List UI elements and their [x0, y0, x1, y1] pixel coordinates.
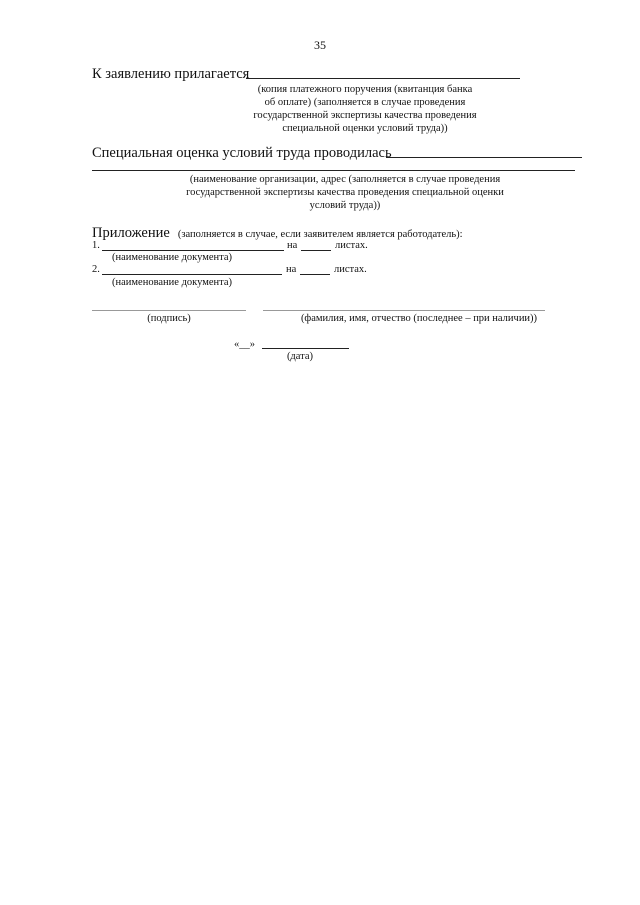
assessment-note-line-3: условий труда)) [309, 200, 381, 211]
appendix-item-1-num: 1. [92, 240, 100, 251]
date-fill-line[interactable] [262, 348, 349, 349]
assessment-fill-line-2[interactable] [92, 170, 575, 171]
attached-note-line-3: государственной экспертизы качества проведения [253, 110, 477, 121]
appendix-item-1-on: на [287, 240, 298, 251]
assessment-note [150, 173, 540, 212]
date-day-field[interactable]: «__» [234, 339, 255, 350]
fullname-caption: (фамилия, имя, отчество (последнее – при наличии)) [300, 313, 538, 324]
appendix-item-2-doc-line[interactable] [102, 274, 282, 275]
fullname-line[interactable] [263, 310, 545, 311]
attached-label: К заявлению прилагается [92, 66, 250, 82]
attached-note-line-1: (копия платежного поручения (квитанция банка [257, 84, 473, 95]
appendix-title: Приложение [92, 225, 170, 241]
attached-note-line-4: специальной оценки условий труда)) [282, 123, 448, 134]
assessment-note-line-2: государственной экспертизы качества проведения специальной оценки [186, 187, 504, 198]
assessment-label: Специальная оценка условий труда проводилась [92, 145, 392, 161]
appendix-item-2-num: 2. [92, 264, 100, 275]
appendix-item-1-sheets-line[interactable] [301, 250, 331, 251]
appendix-header [92, 224, 463, 242]
date-caption: (дата) [286, 351, 314, 362]
appendix-item-2-sheets: листах. [334, 264, 367, 275]
appendix-item-1-caption: (наименование документа) [112, 252, 233, 263]
signature-caption: (подпись) [147, 313, 191, 324]
appendix-item-1-sheets: листах. [335, 240, 368, 251]
page-number: 35 [314, 38, 326, 52]
appendix-note: (заполняется в случае, если заявителем является работодатель): [177, 229, 463, 240]
attached-fill-line[interactable] [246, 78, 520, 79]
attached-note-line-2: об оплате) (заполняется в случае проведения [264, 97, 466, 108]
appendix-item-2-on: на [286, 264, 297, 275]
appendix-item-2-sheets-line[interactable] [300, 274, 330, 275]
appendix-item-2-caption: (наименование документа) [112, 277, 233, 288]
attached-note [230, 83, 500, 135]
assessment-fill-line[interactable] [386, 157, 582, 158]
assessment-note-line-1: (наименование организации, адрес (заполняется в случае проведения [189, 174, 501, 185]
signature-line[interactable] [92, 310, 246, 311]
